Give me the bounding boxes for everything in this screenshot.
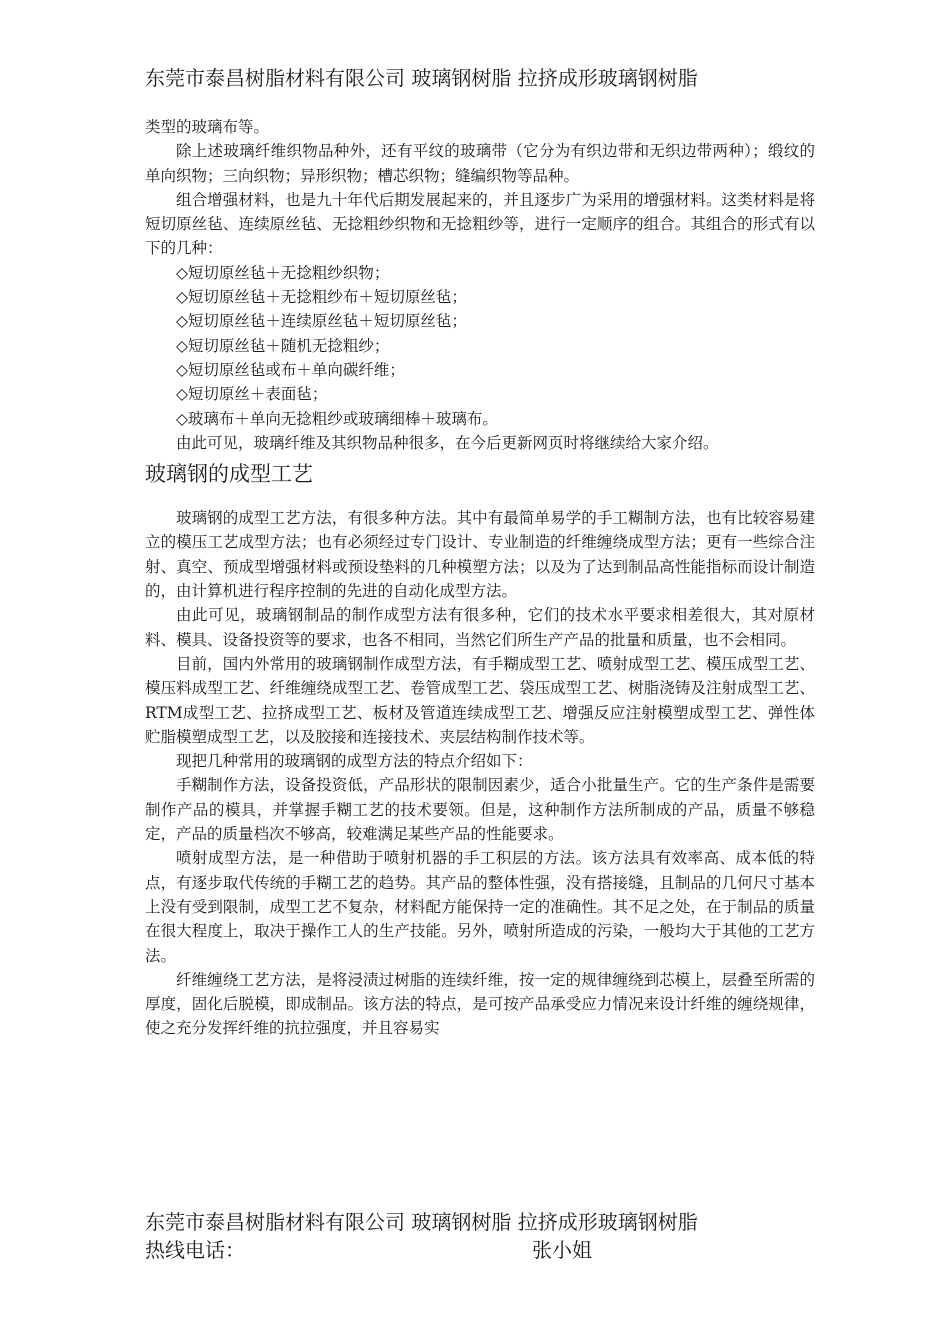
- footer-company-line: 东莞市泰昌树脂材料有限公司 玻璃钢树脂 拉挤成形玻璃钢树脂: [145, 1210, 698, 1234]
- section-paragraph: 现把几种常用的玻璃钢的成型方法的特点介绍如下：: [176, 752, 533, 771]
- list-item: ◇短切原丝毡＋无捻粗纱织物；: [176, 263, 390, 282]
- section-title: 玻璃钢的成型工艺: [145, 462, 313, 487]
- intro-paragraph: 组合增强材料，也是九十年代后期发展起来的，并且逐步广为采用的增强材料。这类材料是将短切原丝毡、连续原丝毡、无捻粗纱织物和无捻粗纱等，进行一定顺序的组合。其组合的形式有以下的几种：: [145, 190, 815, 258]
- section-paragraph: 目前，国内外常用的玻璃钢制作成型方法，有手糊成型工艺、喷射成型工艺、模压成型工艺、模压料成型工艺、纤维缠绕成型工艺、卷管成型工艺、袋压成型工艺、树脂浇铸及注射成型工艺、RTM成型工艺、拉挤成型工艺、板材及管道连续成型工艺、增强反应注射模塑成型工艺、弹性体贮脂模塑成型工艺，以及胶接和连接技术、夹层结构制作技术等。: [145, 654, 815, 746]
- intro-paragraph: 类型的玻璃布等。: [145, 118, 270, 136]
- contact-name: 张小姐: [532, 1238, 592, 1262]
- list-item: ◇短切原丝＋表面毡；: [176, 385, 328, 404]
- section-paragraph: 喷射成型方法，是一种借助于喷射机器的手工积层的方法。该方法具有效率高、成本低的特点，有逐步取代传统的手糊工艺的趋势。其产品的整体性强，没有搭接缝，且制品的几何尺寸基本上没有受到限制，成型工艺不复杂，材料配方能保持一定的准确性。其不足之处，在于制品的质量在很大程度上，取决于操作工人的生产技能。另外，喷射所造成的污染，一般均大于其他的工艺方法。: [145, 849, 815, 965]
- list-item: ◇短切原丝毡＋连续原丝毡＋短切原丝毡；: [176, 312, 467, 331]
- page-footer: [145, 1208, 815, 1264]
- section-paragraph: 纤维缠绕工艺方法，是将浸渍过树脂的连续纤维，按一定的规律缠绕到芯模上，层叠至所需的厚度，固化后脱模，即成制品。该方法的特点，是可按产品承受应力情况来设计纤维的缠绕规律，使之充分发挥纤维的抗拉强度，并且容易实: [145, 970, 815, 1038]
- document-body: [145, 115, 815, 1041]
- summary-paragraph: 由此可见，玻璃纤维及其织物品种很多，在今后更新网页时将继续给大家介绍。: [176, 433, 719, 452]
- list-item: ◇短切原丝毡＋随机无捻粗纱；: [176, 336, 390, 355]
- list-item: ◇短切原丝毡＋无捻粗纱布＋短切原丝毡；: [176, 288, 467, 307]
- page-header: [145, 64, 698, 92]
- hotline-label: 热线电话：: [145, 1238, 245, 1262]
- section-paragraph: 玻璃钢的成型工艺方法，有很多种方法。其中有最简单易学的手工糊制方法，也有比较容易建立的模压工艺成型方法；也有必须经过专门设计、专业制造的纤维缠绕成型方法；更有一些综合注射、真空、预成型增强材料或预设垫料的几种模塑方法；以及为了达到制品高性能指标而设计制造的，由计算机进行程序控制的先进的自动化成型方法。: [145, 509, 815, 601]
- combination-list: [145, 261, 815, 431]
- footer-contact-row: [145, 1236, 815, 1264]
- intro-paragraph: 除上述玻璃纤维织物品种外，还有平纹的玻璃带（它分为有织边带和无织边带两种）；缎纹的单向织物；三向织物；异形织物；槽芯织物；缝编织物等品种。: [145, 142, 815, 185]
- section-paragraph: 由此可见，玻璃钢制品的制作成型方法有很多种，它们的技术水平要求相差很大，其对原材料、模具、设备投资等的要求，也各不相同，当然它们所生产产品的批量和质量，也不会相同。: [145, 606, 815, 649]
- header-company-line: 东莞市泰昌树脂材料有限公司 玻璃钢树脂 拉挤成形玻璃钢树脂: [145, 66, 698, 90]
- list-item: ◇短切原丝毡或布＋单向碳纤维；: [176, 360, 405, 379]
- section-paragraph: 手糊制作方法，设备投资低，产品形状的限制因素少，适合小批量生产。它的生产条件是需要制作产品的模具，并掌握手糊工艺的技术要领。但是，这种制作方法所制成的产品，质量不够稳定，产品的质量档次不够高，较难满足某些产品的性能要求。: [145, 776, 815, 844]
- list-item: ◇玻璃布＋单向无捻粗纱或玻璃细棒＋玻璃布。: [176, 409, 498, 428]
